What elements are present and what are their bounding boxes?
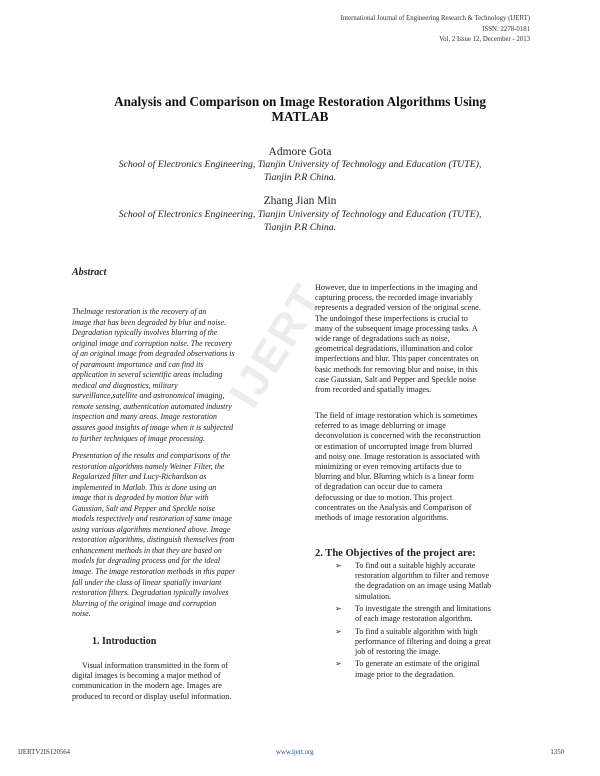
ijert-watermark: IJERT	[220, 275, 333, 416]
abstract-heading: Abstract	[72, 267, 107, 278]
list-item: ➢ To find out a suitable highly accurate restoration algorithm to filter and remove the degradation on an image using Matlab simulation.	[335, 561, 492, 601]
abstract-paragraph-1: TheImage restoration is the recovery of an image that has been degraded by blur and noise. Degradation typically involves blurring of the original image and corruption noise. The recovery of an original image from degraded observations is of paramount importance and can find its application in several scientific areas including medical and diagnostics, military surveillance,satellite and astronomical imaging, remote sensing, authentication automated industry inspection and many areas. Image restoration assures good insights of image when it is subjected to further techniques of image processing.	[72, 307, 235, 443]
arrow-bullet-icon: ➢	[335, 659, 342, 669]
arrow-bullet-icon: ➢	[335, 604, 342, 613]
author-name: Admore Gota	[268, 146, 332, 158]
abstract-paragraph-2: Presentation of the results and comparisons of the restoration algorithms namely Weiner Filter, the Regularized filter and Lucy-Richardson as implemented in Matlab. This is done using an image that is degraded by motion blur with Gaussian, Salt and Pepper and Speckle noise models respectively and restoration of same image using various algorithms mentioned above. Image restoration algorithms, distinguish themselves from enhancement methods in that they are based on models for degrading process and for the ideal image. The image restoration methods in this paper fall under the class of linear spatially invariant restoration filters. Degradation typically involves blurring of the original image and corruption noise.	[72, 451, 236, 619]
body-paragraph-2: The field of image restoration which is sometimes referred to as image deblurring or image deconvolution is concerned with the reconstruction or estimation of uncorrupted image from blurred and noisy one. Image restoration is associated with minimizing or even removing artifacts due to blurring and blur. Blurring which is a linear form of degradation can occur due to camera defocussing or due to motion. This project concentrates on the Analysis and Comparison of methods of image restoration algorithms.	[315, 411, 481, 523]
paper-id: IJERTV2IS120564	[18, 749, 71, 756]
journal-name: International Journal of Engineering Research & Technology (IJERT)	[340, 15, 530, 22]
objectives-heading: 2. The Objectives of the project are:	[315, 548, 476, 559]
introduction-heading: 1. Introduction	[92, 636, 157, 647]
author-name: Zhang Jian Min	[263, 195, 337, 207]
list-item: ➢ To investigate the strength and limitations of each image restoration algorithm.	[335, 604, 491, 624]
author-affiliation: School of Electronics Engineering, Tianjin University of Technology and Education (TUTE), Tianjin P.R China.	[118, 209, 482, 233]
arrow-bullet-icon: ➢	[335, 561, 342, 570]
introduction-paragraph: Visual information transmitted in the form of digital images is becoming a major method of communication in the modern age. Images are produced to record or display useful information.	[72, 661, 232, 701]
issn: ISSN: 2278-0181	[482, 25, 530, 33]
author-affiliation: School of Electronics Engineering, Tianjin University of Technology and Education (TUTE), Tianjin P.R China.	[118, 159, 482, 183]
journal-website-link[interactable]: www.ijert.org	[276, 749, 314, 756]
paper-title: Analysis and Comparison on Image Restoration Algorithms Using MATLAB	[114, 94, 486, 124]
arrow-bullet-icon: ➢	[335, 626, 342, 636]
body-paragraph-1: However, due to imperfections in the imaging and capturing process, the recorded image invariably represents a degraded version of the original scene. The undoingof these imperfections is crucial to many of the subsequent image processing tasks. A wide range of degradations such as noise, geometrical degradations, illumination and color imperfections and blur. This paper concentrates on basic methods for removing blur and noise, in this case Gaussian, Salt and Pepper and Speckle noise from recorded and spatially images.	[315, 283, 481, 395]
journal-header	[341, 14, 530, 46]
volume-issue: Vol. 2 Issue 12, December - 2013	[439, 36, 530, 43]
page-number: 1350	[550, 749, 564, 756]
list-item: ➢ To find a suitable algorithm with high performance of filtering and doing a great job of restoring the image.	[335, 626, 491, 656]
objectives-list	[313, 561, 529, 682]
list-item: ➢ To generate an estimate of the original image prior to the degradation.	[335, 659, 480, 679]
